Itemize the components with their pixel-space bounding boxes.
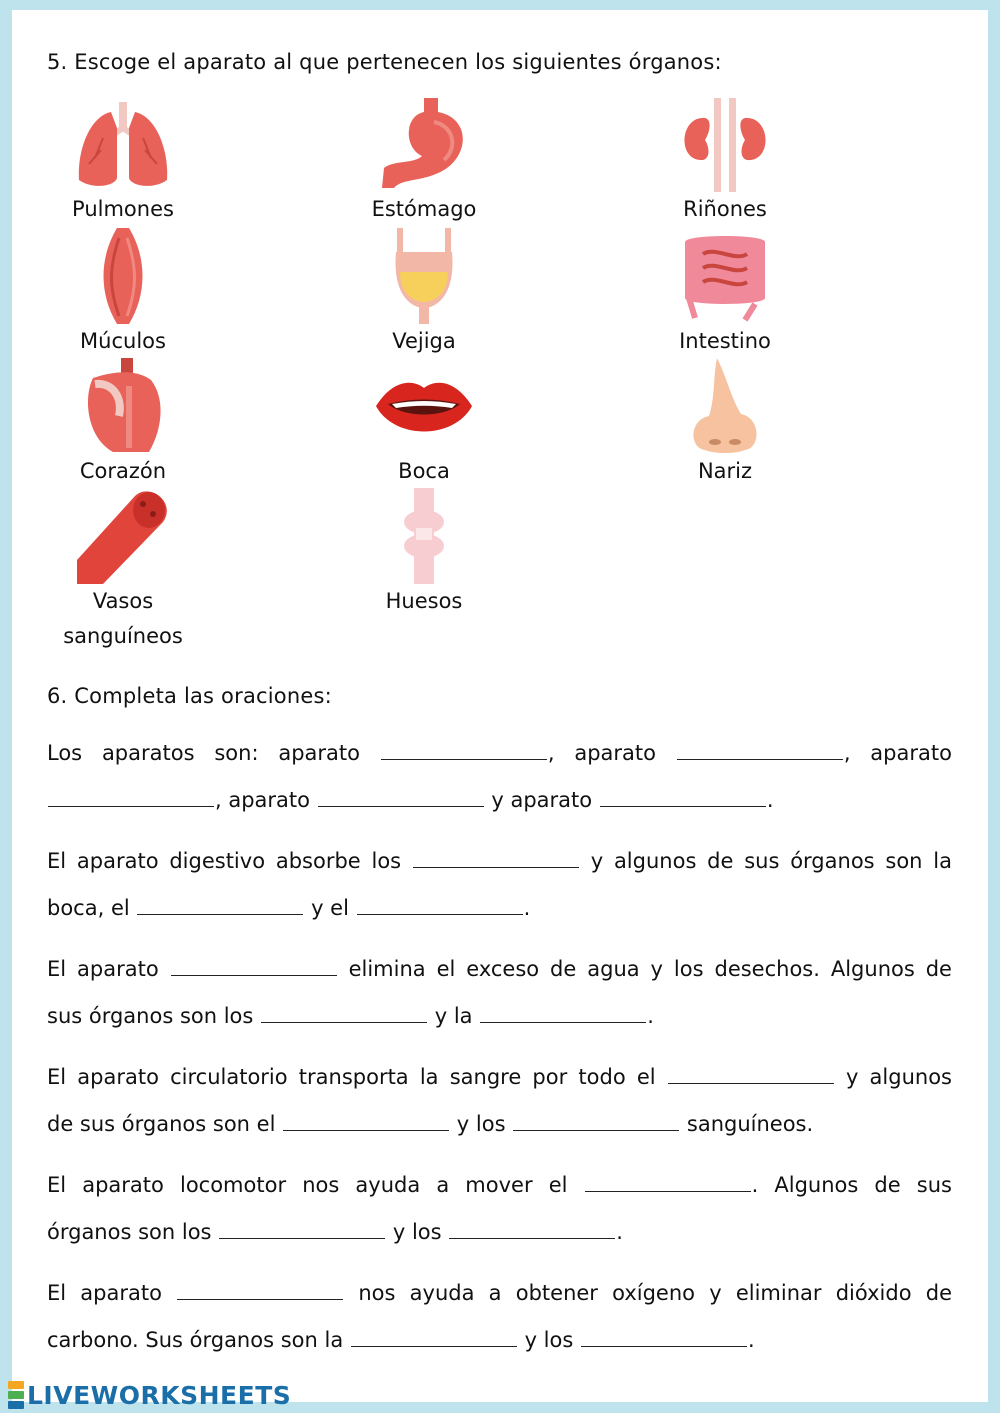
organ-label: Vasos — [92, 589, 154, 613]
answer-blank[interactable] — [261, 1000, 427, 1023]
mouth-icon — [374, 358, 474, 454]
answer-blank[interactable] — [48, 784, 214, 807]
organ-label: Riñones — [683, 197, 767, 221]
muscle-icon — [73, 228, 173, 324]
answer-blank[interactable] — [177, 1277, 343, 1300]
answer-blank[interactable] — [513, 1108, 679, 1131]
section6-title: 6. Completa las oraciones: — [47, 684, 332, 708]
organ-stomach[interactable] — [324, 98, 524, 227]
kidneys-icon — [675, 98, 775, 192]
logo-badge-icon — [8, 1380, 24, 1410]
answer-blank[interactable] — [585, 1169, 751, 1192]
answer-blank[interactable] — [137, 892, 303, 915]
blood-vessel-icon — [73, 488, 173, 584]
sentence-4: El aparato circulatorio transporta la sangre por todo el y algunos de sus órganos son el y los sanguíneos. — [47, 1054, 952, 1148]
organ-label: Múculos — [80, 329, 166, 353]
answer-blank[interactable] — [480, 1000, 646, 1023]
answer-blank[interactable] — [219, 1216, 385, 1239]
sentence-3: El aparato elimina el exceso de agua y los desechos. Algunos de sus órganos son los y la . — [47, 946, 952, 1040]
sentence-1: Los aparatos son: aparato , aparato , aparato , aparato y aparato . — [47, 730, 952, 824]
answer-blank[interactable] — [318, 784, 484, 807]
answer-blank[interactable] — [351, 1324, 517, 1347]
organ-label: Huesos — [385, 589, 463, 613]
stomach-icon — [374, 98, 474, 192]
organ-label: Pulmones — [72, 197, 174, 221]
answer-blank[interactable] — [600, 784, 766, 807]
section5-title: 5. Escoge el aparato al que pertenecen los siguientes órganos: — [47, 50, 722, 74]
nose-icon — [675, 358, 775, 454]
organ-mouth[interactable] — [324, 358, 524, 489]
organ-muscle[interactable] — [23, 228, 223, 359]
answer-blank[interactable] — [413, 845, 579, 868]
bladder-icon — [374, 228, 474, 324]
bone-icon — [374, 488, 474, 584]
answer-blank[interactable] — [171, 953, 337, 976]
answer-blank[interactable] — [668, 1061, 834, 1084]
organ-label-line2: sanguíneos — [63, 624, 183, 648]
organ-label: Boca — [398, 459, 450, 483]
organ-bladder[interactable] — [324, 228, 524, 359]
heart-icon — [73, 358, 173, 454]
organ-label: Nariz — [697, 459, 753, 483]
answer-blank[interactable] — [677, 737, 843, 760]
organ-blood-vessels[interactable] — [23, 488, 223, 654]
organ-label: Estómago — [371, 197, 477, 221]
sentence-6: El aparato nos ayuda a obtener oxígeno y eliminar dióxido de carbono. Sus órganos son la y los . — [47, 1270, 952, 1364]
answer-blank[interactable] — [449, 1216, 615, 1239]
organ-kidneys[interactable] — [625, 98, 825, 227]
sentence-2: El aparato digestivo absorbe los y algunos de sus órganos son la boca, el y el . — [47, 838, 952, 932]
organ-label: Intestino — [679, 329, 771, 353]
answer-blank[interactable] — [381, 737, 547, 760]
organ-label: Corazón — [79, 459, 167, 483]
organ-heart[interactable] — [23, 358, 223, 489]
answer-blank[interactable] — [357, 892, 523, 915]
liveworksheets-logo[interactable]: LIVEWORKSHEETS — [8, 1381, 291, 1409]
organ-nose[interactable] — [625, 358, 825, 489]
organ-label: Vejiga — [392, 329, 456, 353]
answer-blank[interactable] — [283, 1108, 449, 1131]
lungs-icon — [73, 98, 173, 192]
sentence-5: El aparato locomotor nos ayuda a mover el . Algunos de sus órganos son los y los . — [47, 1162, 952, 1256]
organ-intestine[interactable] — [625, 228, 825, 359]
organ-bones[interactable] — [324, 488, 524, 619]
organ-lungs[interactable] — [23, 98, 223, 227]
answer-blank[interactable] — [581, 1324, 747, 1347]
intestine-icon — [675, 228, 775, 324]
